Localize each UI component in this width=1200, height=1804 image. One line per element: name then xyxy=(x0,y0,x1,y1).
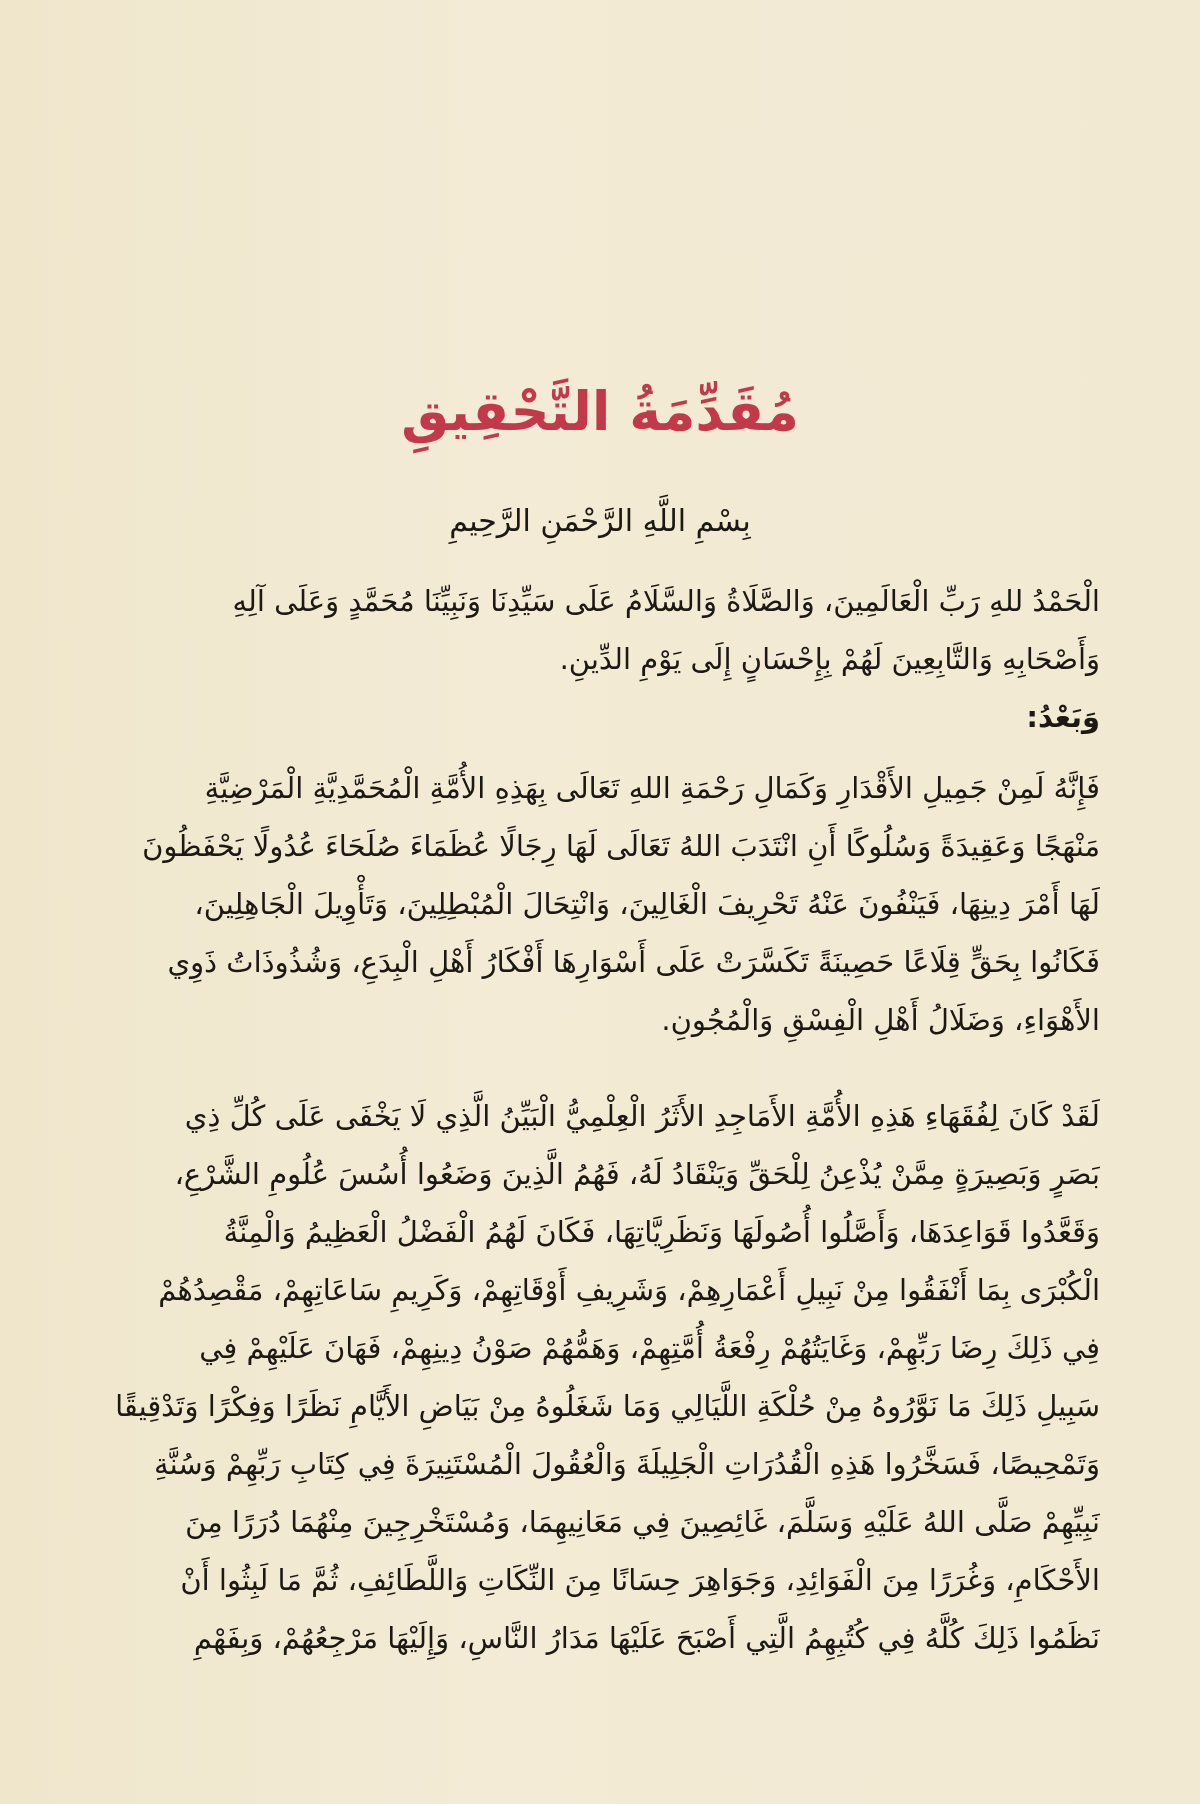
text-line: مَنْهَجًا وَعَقِيدَةً وَسُلُوكًا أَنِ انْتَدَبَ اللهُ تَعَالَى لَهَا رِجَالًا عُظَمَاءَ صُلَحَاءَ عُدُولًا يَحْفَظُونَ xyxy=(142,829,1100,863)
text-line: بَصَرٍ وَبَصِيرَةٍ مِمَّنْ يُذْعِنُ لِلْحَقِّ وَيَنْقَادُ لَهُ، فَهُمُ الَّذِينَ وَضَعُوا أُسُسَ عُلُومِ الشَّرْعِ، xyxy=(174,1157,1100,1191)
text-line: نَظَمُوا ذَلِكَ كُلَّهُ فِي كُتُبِهِمُ الَّتِي أَصْبَحَ عَلَيْهَا مَدَارُ النَّاسِ، وَإِلَيْهَا مَرْجِعُهُمْ، وَبِفَهْمِ xyxy=(193,1621,1100,1655)
text-line-wabaad: وَبَعْدُ: xyxy=(1026,700,1100,734)
text-line: الْكُبْرَى بِمَا أَنْفَقُوا مِنْ نَبِيلِ أَعْمَارِهِمْ، وَشَرِيفِ أَوْقَاتِهِمْ، وَكَرِيمِ سَاعَاتِهِمْ، مَقْصِدُهُمْ xyxy=(158,1273,1100,1307)
text-line: وَأَصْحَابِهِ وَالتَّابِعِينَ لَهُمْ بِإِحْسَانٍ إِلَى يَوْمِ الدِّينِ. xyxy=(559,642,1100,676)
paragraph-third xyxy=(100,1087,1100,1667)
text-line: فَإِنَّهُ لَمِنْ جَمِيلِ الأَقْدَارِ وَكَمَالِ رَحْمَةِ اللهِ تَعَالَى بِهَذِهِ الأُمَّةِ الْمُحَمَّدِيَّةِ الْمَرْضِيَّةِ xyxy=(204,771,1100,805)
text-line: فِي ذَلِكَ رِضَا رَبِّهِمْ، وَغَايَتُهُمْ رِفْعَةُ أُمَّتِهِمْ، وَهَمُّهُمْ صَوْنُ دِينِهِمْ، فَهَانَ عَلَيْهِمْ فِي xyxy=(199,1331,1100,1365)
text-line: الأَحْكَامِ، وَغُرَرًا مِنَ الْفَوَائِدِ، وَجَوَاهِرَ حِسَانًا مِنَ النِّكَاتِ وَاللَّطَائِفِ، ثُمَّ مَا لَبِثُوا أَنْ xyxy=(180,1563,1100,1597)
text-line: الأَهْوَاءِ، وَضَلَالُ أَهْلِ الْفِسْقِ وَالْمُجُونِ. xyxy=(661,1003,1100,1037)
text-line: وَتَمْحِيصًا، فَسَخَّرُوا هَذِهِ الْقُدُرَاتِ الْجَلِيلَةَ وَالْعُقُولَ الْمُسْتَنِيرَةَ فِي كِتَابِ رَبِّهِمْ وَسُنَّةِ xyxy=(154,1447,1100,1481)
paragraph-opening xyxy=(100,572,1100,746)
text-line: لَهَا أَمْرَ دِينِهَا، فَيَنْفُونَ عَنْهُ تَحْرِيفَ الْغَالِينَ، وَانْتِحَالَ الْمُبْطِلِينَ، وَتَأْوِيلَ الْجَاهِلِينَ، xyxy=(194,887,1100,921)
paragraph-second xyxy=(100,759,1100,1049)
text-line: وَقَعَّدُوا قَوَاعِدَهَا، وَأَصَّلُوا أُصُولَهَا وَنَظَرِيَّاتِهَا، فَكَانَ لَهُمُ الْفَضْلُ الْعَظِيمُ وَالْمِنَّةُ xyxy=(223,1215,1100,1249)
text-line: سَبِيلِ ذَلِكَ مَا نَوَّرُوهُ مِنْ حُلْكَةِ اللَّيَالِي وَمَا شَغَلُوهُ مِنْ بَيَاضِ الأَيَّامِ نَظَرًا وَفِكْرًا وَتَدْقِيقًا xyxy=(115,1389,1100,1423)
text-line: الْحَمْدُ للهِ رَبِّ الْعَالَمِينَ، وَالصَّلَاةُ وَالسَّلَامُ عَلَى سَيِّدِنَا وَنَبِيِّنَا مُحَمَّدٍ وَعَلَى آلِهِ xyxy=(232,584,1100,618)
basmala: بِسْمِ اللَّهِ الرَّحْمَنِ الرَّحِيمِ xyxy=(449,504,751,539)
text-line: نَبِيِّهِمْ صَلَّى اللهُ عَلَيْهِ وَسَلَّمَ، غَائِصِينَ فِي مَعَانِيهِمَا، وَمُسْتَخْرِجِينَ مِنْهُمَا دُرَرًا مِنَ xyxy=(185,1505,1100,1539)
text-line: فَكَانُوا بِحَقٍّ قِلَاعًا حَصِينَةً تَكَسَّرَتْ عَلَى أَسْوَارِهَا أَفْكَارُ أَهْلِ الْبِدَعِ، وَشُذُوذَاتُ ذَوِي xyxy=(167,945,1100,979)
text-line: لَقَدْ كَانَ لِفُقَهَاءِ هَذِهِ الأُمَّةِ الأَمَاجِدِ الأَثَرُ الْعِلْمِيُّ الْبَيِّنُ الَّذِي لَا يَخْفَى عَلَى كُلِّ ذِي xyxy=(184,1099,1100,1133)
page-title: مُقَدِّمَةُ التَّحْقِيقِ xyxy=(401,380,799,443)
